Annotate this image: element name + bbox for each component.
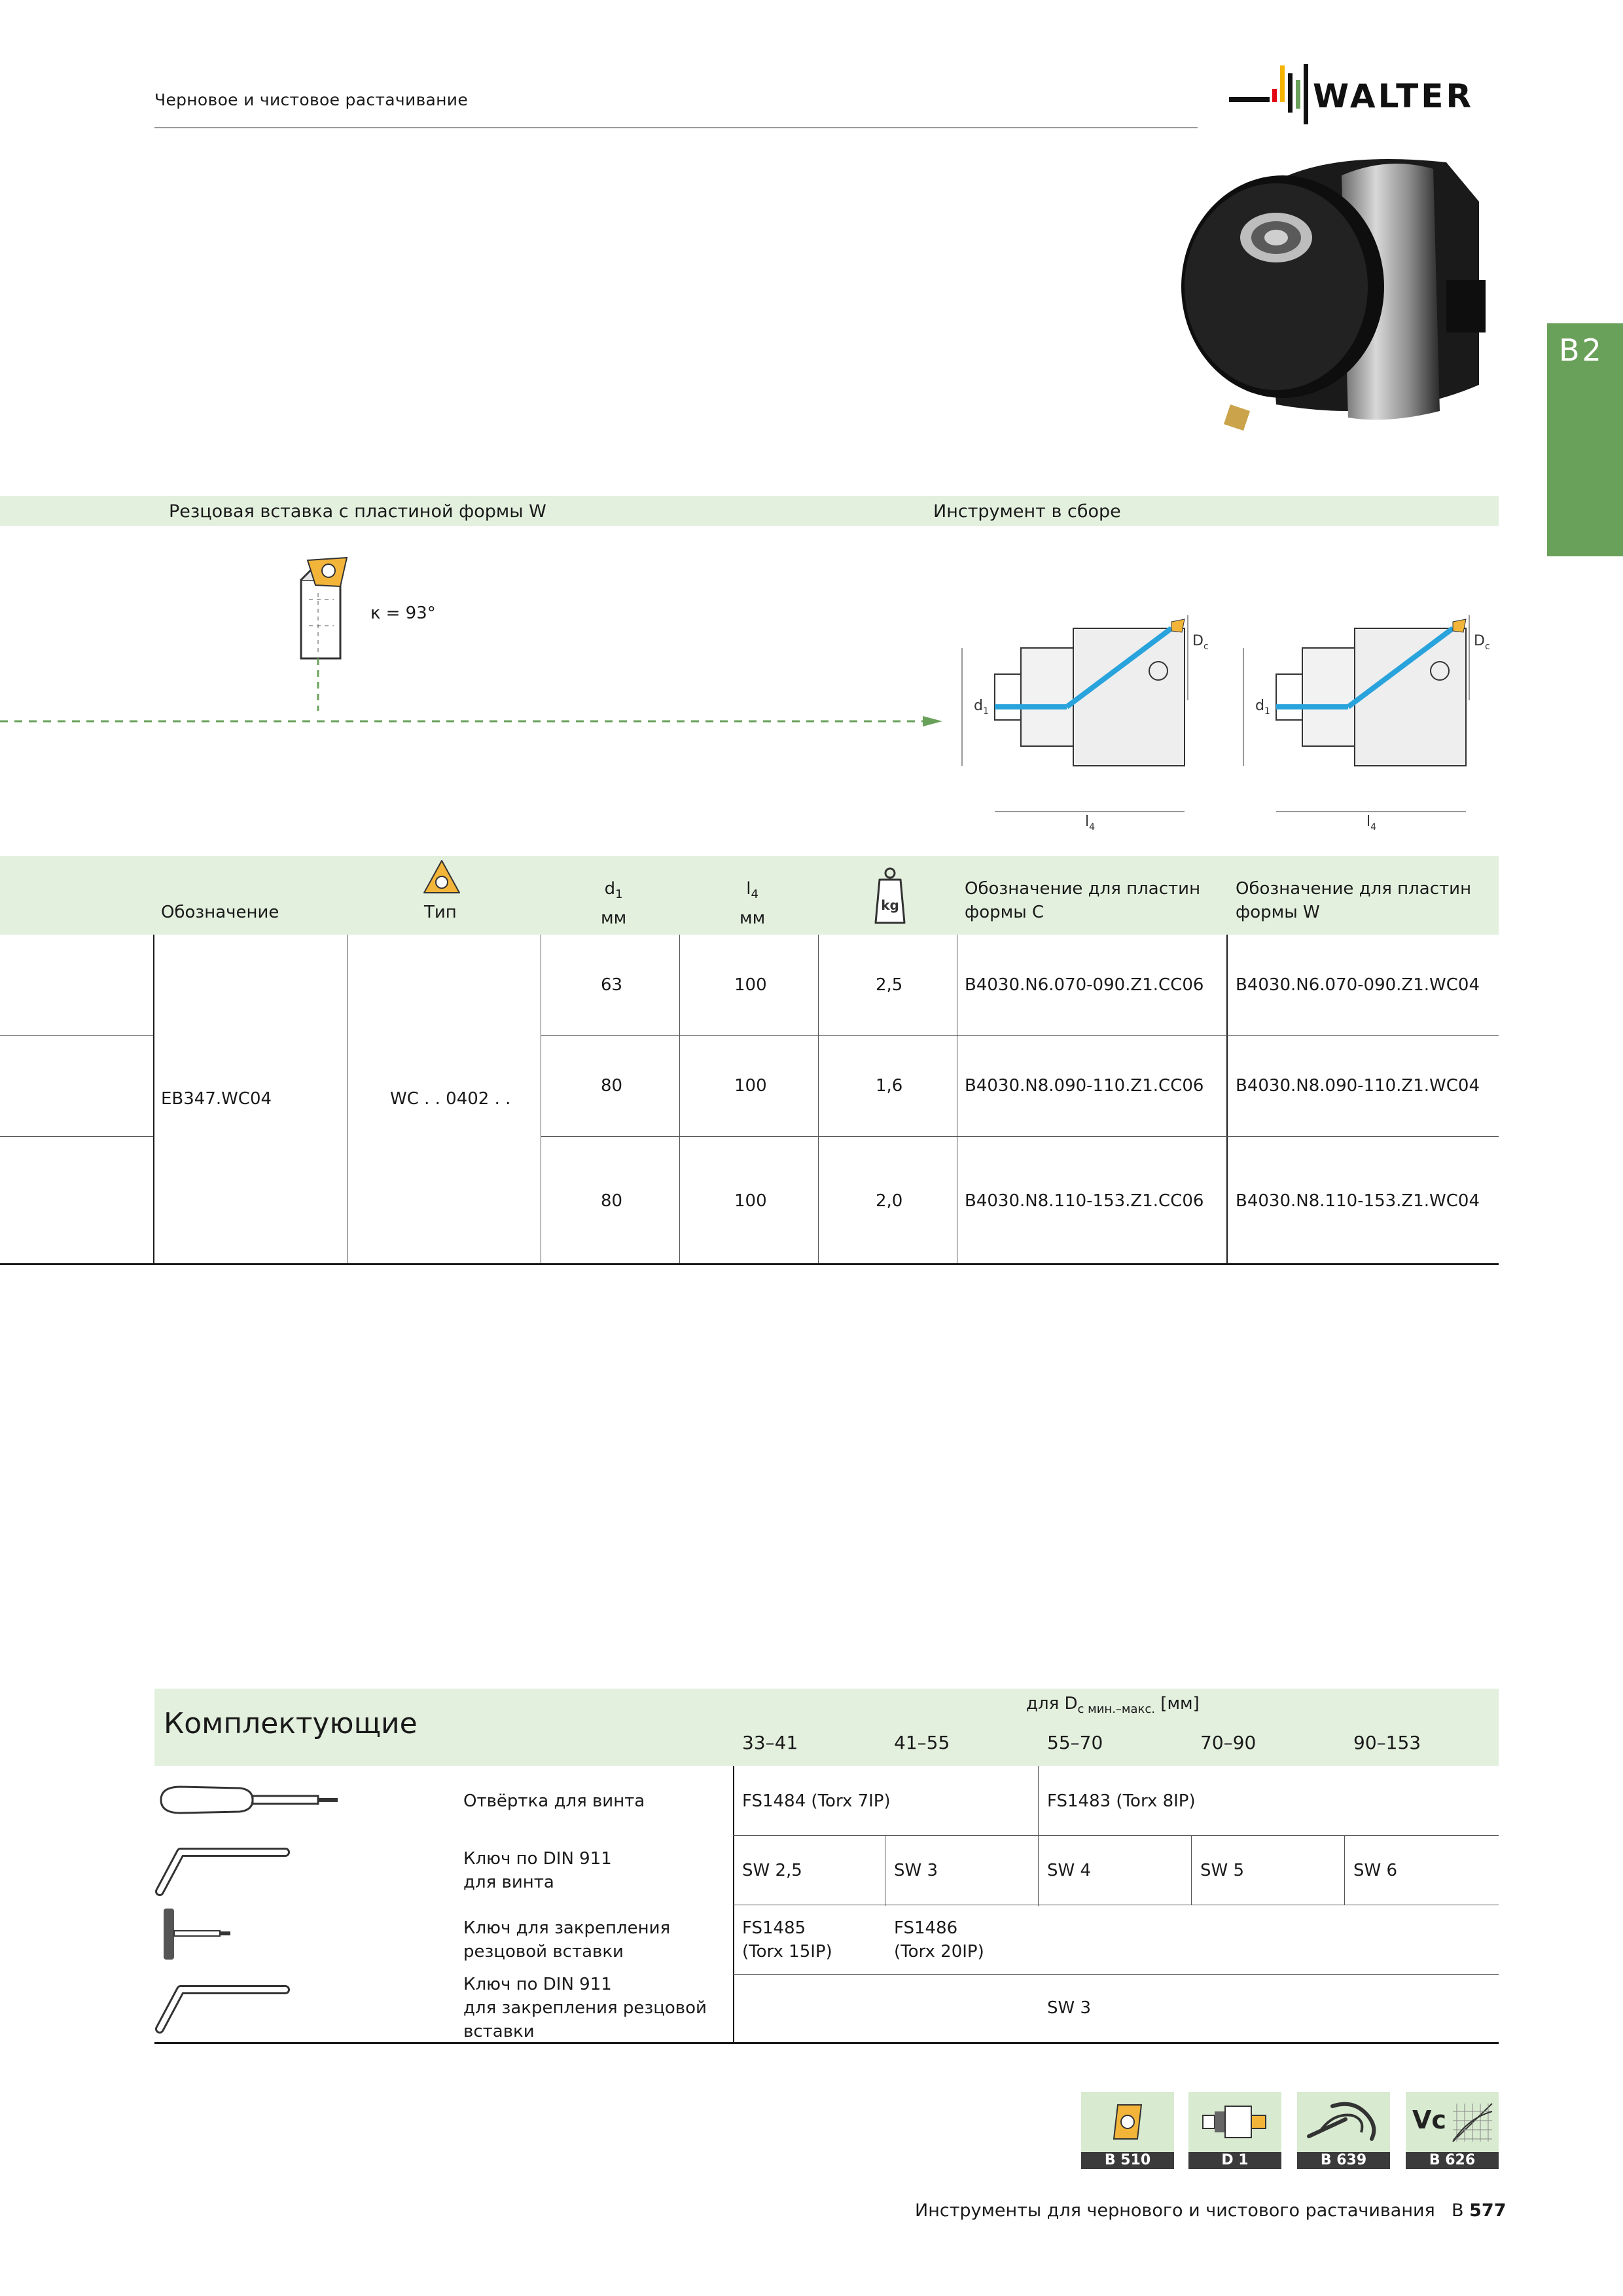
table-row: 2,0 [876, 1191, 903, 1211]
table-row: 100 [734, 975, 767, 995]
col-d1: $d_1$ мм [601, 879, 627, 929]
assembly-arrow [0, 715, 942, 728]
table-grid-line [347, 935, 348, 1265]
table-row: B4030.N6.070-090.Z1.WC04 [1236, 975, 1480, 995]
ref-link-b639[interactable]: B 639 [1297, 2092, 1390, 2169]
accessory-name: Ключ для закрепления резцовой вставки [463, 1918, 671, 1962]
col-designation: Обозначение [161, 903, 279, 922]
table-row: B4030.N8.090-110.Z1.WC04 [1236, 1076, 1480, 1096]
range-header: 33–41 [742, 1732, 798, 1753]
acc-grid-line [733, 1974, 1499, 1975]
accessories-bottom-rule [154, 2042, 1499, 2044]
screwdriver-icon [154, 1780, 351, 1820]
weight-icon [873, 867, 907, 929]
svg-text:Dc: $D_c$ [1474, 633, 1490, 652]
hex-key-icon [154, 1977, 292, 2036]
type-cell: WC . . 0402 . . [390, 1089, 511, 1109]
table-row: 80 [601, 1076, 623, 1096]
accessory-value: SW 3 [894, 1861, 938, 1880]
accessory-value: FS1485 (Torx 15IP) [742, 1918, 832, 1962]
table-grid-line [541, 1136, 1499, 1137]
svg-text:l4: $l_4$ [1085, 814, 1096, 831]
assembly-drawing-left [955, 589, 1230, 831]
accessory-name: Ключ по DIN 911 для винта [463, 1849, 612, 1892]
svg-text:kg: kg [881, 897, 899, 913]
table-grid-line [153, 935, 154, 1265]
table-grid-line [541, 1035, 1499, 1036]
col-form-c: Обозначение для пластин формы C [965, 879, 1201, 922]
cutting-speed-icon [1410, 2098, 1496, 2147]
wrench-icon [1306, 2100, 1381, 2145]
footer-title: Инструменты для чернового и чистового растачивания [915, 2200, 1435, 2221]
assembly-band-label: Инструмент в сборе [933, 501, 1121, 522]
ref-link-b510[interactable]: B 510 [1081, 2092, 1174, 2169]
table-grid-line [679, 935, 680, 1265]
col-l4: $l_4$ мм [740, 879, 766, 929]
acc-grid-line [1038, 1766, 1039, 1906]
table-grid-line [818, 935, 819, 1265]
table-row: 100 [734, 1191, 767, 1211]
hex-key-icon [154, 1839, 292, 1898]
accessory-value: SW 6 [1353, 1861, 1398, 1880]
table-row: B4030.N8.090-110.Z1.CC06 [965, 1076, 1204, 1096]
section-title: Черновое и чистовое растачивание [154, 90, 469, 109]
kappa-angle-label: κ = 93° [370, 603, 436, 623]
range-header: 70–90 [1200, 1732, 1257, 1753]
table-row: 1,6 [876, 1076, 903, 1096]
col-type: Тип [424, 903, 457, 922]
insert-band-label: Резцовая вставка с пластиной формы W [169, 501, 546, 522]
accessory-name: Ключ по DIN 911 для закрепления резцовой вставки [463, 1975, 707, 2041]
table-row: 100 [734, 1076, 767, 1096]
acc-grid-line [1344, 1835, 1345, 1905]
accessories-caption: для $D_{c мин.-макс.}$ [мм] [1026, 1694, 1200, 1717]
range-header: 55–70 [1047, 1732, 1103, 1753]
insert-type-icon [421, 859, 462, 897]
accessory-value: FS1483 (Torx 8IP) [1047, 1791, 1196, 1811]
table-row: 2,5 [876, 975, 903, 995]
adapter-icon [1199, 2102, 1271, 2142]
svg-text:d1: $d_1$ [974, 698, 989, 717]
acc-grid-line [1191, 1835, 1192, 1905]
designation-cell: EB347.WC04 [161, 1089, 272, 1109]
ref-link-d1[interactable]: D 1 [1188, 2092, 1281, 2169]
ref-link-b626[interactable]: Vc B 626 [1406, 2092, 1499, 2169]
section-band [0, 496, 1499, 526]
walter-logo [1224, 60, 1499, 132]
svg-text:l4: $l_4$ [1366, 814, 1377, 831]
svg-text:d1: $d_1$ [1255, 698, 1270, 717]
range-header: 90–153 [1353, 1732, 1421, 1753]
square-insert-icon [1111, 2102, 1144, 2142]
table-row: 63 [601, 975, 623, 995]
table-row: B4030.N6.070-090.Z1.CC06 [965, 975, 1204, 995]
accessory-name: Отвёртка для винта [463, 1791, 645, 1811]
svg-text:Dc: $D_c$ [1192, 633, 1209, 652]
table-bottom-rule [0, 1263, 1499, 1265]
accessory-value: SW 4 [1047, 1861, 1092, 1880]
tool-photo [1171, 149, 1505, 444]
cartridge-insert-drawing [275, 554, 471, 737]
svg-text:Vc: Vc [1412, 2106, 1446, 2134]
acc-grid-line [733, 1835, 1499, 1836]
accessories-title: Комплектующие [164, 1707, 418, 1740]
table-header [0, 856, 1499, 935]
svg-text:WALTER: WALTER [1313, 77, 1474, 115]
table-row: 80 [601, 1191, 623, 1211]
table-grid-line [1226, 935, 1228, 1265]
accessory-value: SW 5 [1200, 1861, 1245, 1880]
accessory-value: SW 2,5 [742, 1861, 802, 1880]
t-handle-key-icon [154, 1905, 233, 1964]
table-grid-line [0, 1136, 153, 1137]
table-grid-line [0, 1035, 153, 1036]
header-divider [154, 127, 1198, 128]
table-row: B4030.N8.110-153.Z1.WC04 [1236, 1191, 1480, 1211]
table-row: B4030.N8.110-153.Z1.CC06 [965, 1191, 1204, 1211]
page-number: B 577 [1452, 2200, 1507, 2221]
accessory-value: FS1486 (Torx 20IP) [894, 1918, 984, 1962]
col-form-w: Обозначение для пластин формы W [1236, 879, 1472, 922]
accessory-value: FS1484 (Torx 7IP) [742, 1791, 891, 1811]
accessory-value: SW 3 [1047, 1998, 1092, 2018]
section-tab[interactable]: B2 [1547, 323, 1623, 556]
assembly-drawing-right [1237, 589, 1512, 831]
range-header: 41–55 [894, 1732, 950, 1753]
